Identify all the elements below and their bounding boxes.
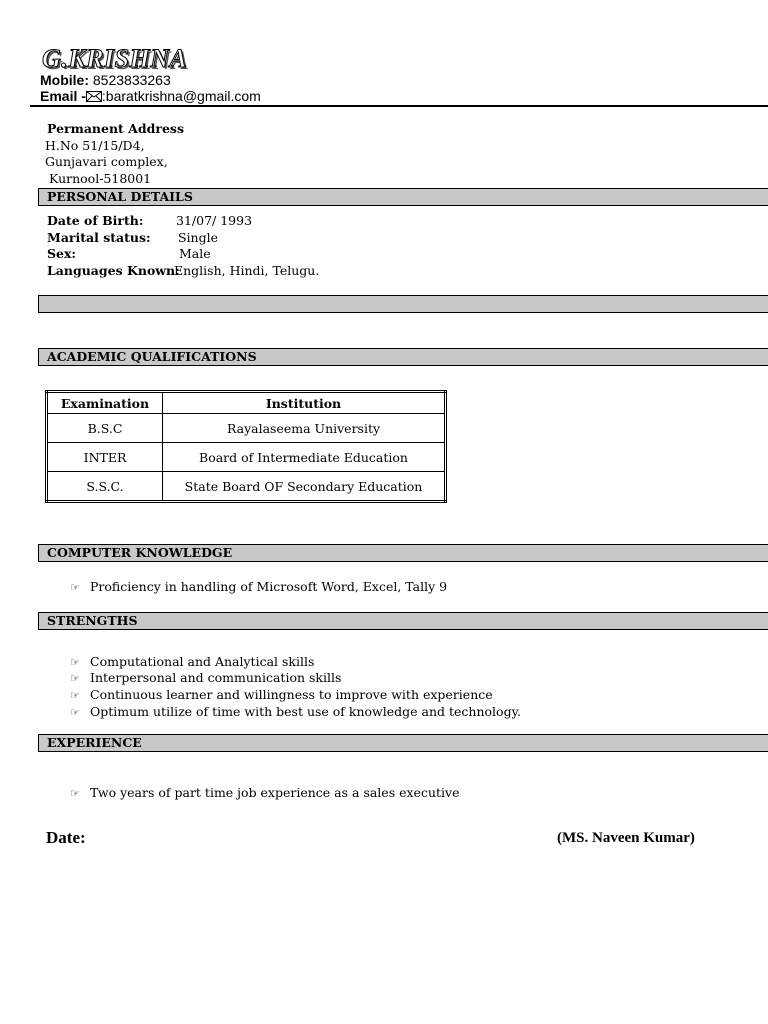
- list-item: [70, 785, 459, 800]
- list-item: [70, 670, 341, 685]
- table-header-row: [47, 392, 446, 414]
- address-line: H.No 51/15/D4,: [45, 138, 145, 153]
- date-label: Date:: [46, 828, 86, 847]
- empty-section-bar: [38, 295, 768, 313]
- pointing-hand-icon: ☞: [70, 706, 80, 719]
- table-row: [47, 414, 446, 443]
- dob-label: Date of Birth:: [47, 213, 144, 228]
- table-row: [47, 472, 446, 502]
- marital-label: Marital status:: [47, 230, 151, 245]
- list-item-text: Computational and Analytical skills: [90, 654, 315, 669]
- sex-label: Sex:: [47, 246, 77, 261]
- list-item-text: Two years of part time job experience as a sales executive: [90, 785, 460, 800]
- list-item-text: Proficiency in handling of Microsoft Word, Excel, Tally 9: [90, 579, 448, 594]
- list-item: [70, 704, 521, 719]
- table-cell: INTER: [47, 443, 163, 472]
- column-header: Examination: [47, 392, 163, 414]
- pointing-hand-icon: ☞: [70, 672, 80, 685]
- header-divider: [30, 105, 768, 107]
- pointing-hand-icon: ☞: [70, 787, 80, 800]
- computer-knowledge-heading: COMPUTER KNOWLEDGE: [38, 544, 768, 562]
- list-item: [70, 687, 493, 702]
- address-title: Permanent Address: [47, 121, 184, 136]
- list-item: [70, 579, 447, 594]
- table-row: [47, 443, 446, 472]
- mobile-label: Mobile:: [40, 72, 89, 88]
- pointing-hand-icon: ☞: [70, 581, 80, 594]
- column-header: Institution: [163, 392, 446, 414]
- table-cell: S.S.C.: [47, 472, 163, 502]
- experience-heading: EXPERIENCE: [38, 734, 768, 752]
- personal-details-heading: PERSONAL DETAILS: [38, 188, 768, 206]
- email-value[interactable]: :baratkrishna@gmail.com: [101, 88, 261, 104]
- applicant-name: G.KRISHNA: [42, 44, 188, 73]
- email-line: [40, 88, 261, 104]
- academic-heading: ACADEMIC QUALIFICATIONS: [38, 348, 768, 366]
- pointing-hand-icon: ☞: [70, 656, 80, 669]
- table-cell: Rayalaseema University: [163, 414, 446, 443]
- mobile-value: 8523833263: [92, 72, 171, 88]
- signature-name: (MS. Naveen Kumar): [557, 830, 695, 846]
- envelope-icon: [86, 91, 102, 102]
- list-item-text: Continuous learner and willingness to improve with experience: [90, 687, 493, 702]
- languages-value: English, Hindi, Telugu.: [174, 263, 320, 278]
- address-line: Kurnool-518001: [49, 171, 152, 186]
- table-cell: State Board OF Secondary Education: [163, 472, 446, 502]
- mobile-line: [40, 72, 171, 88]
- email-label: Email -: [40, 88, 86, 104]
- list-item-text: Optimum utilize of time with best use of knowledge and technology.: [90, 704, 521, 719]
- pointing-hand-icon: ☞: [70, 689, 80, 702]
- dob-value: 31/07/ 1993: [176, 213, 253, 228]
- qualifications-table: [45, 390, 447, 503]
- list-item-text: Interpersonal and communication skills: [90, 670, 342, 685]
- table-cell: Board of Intermediate Education: [163, 443, 446, 472]
- address-line: Gunjavari complex,: [45, 154, 168, 169]
- table-cell: B.S.C: [47, 414, 163, 443]
- languages-label: Languages Known:: [47, 263, 180, 278]
- marital-value: Single: [178, 230, 219, 245]
- strengths-heading: STRENGTHS: [38, 612, 768, 630]
- list-item: [70, 654, 314, 669]
- sex-value: Male: [179, 246, 211, 261]
